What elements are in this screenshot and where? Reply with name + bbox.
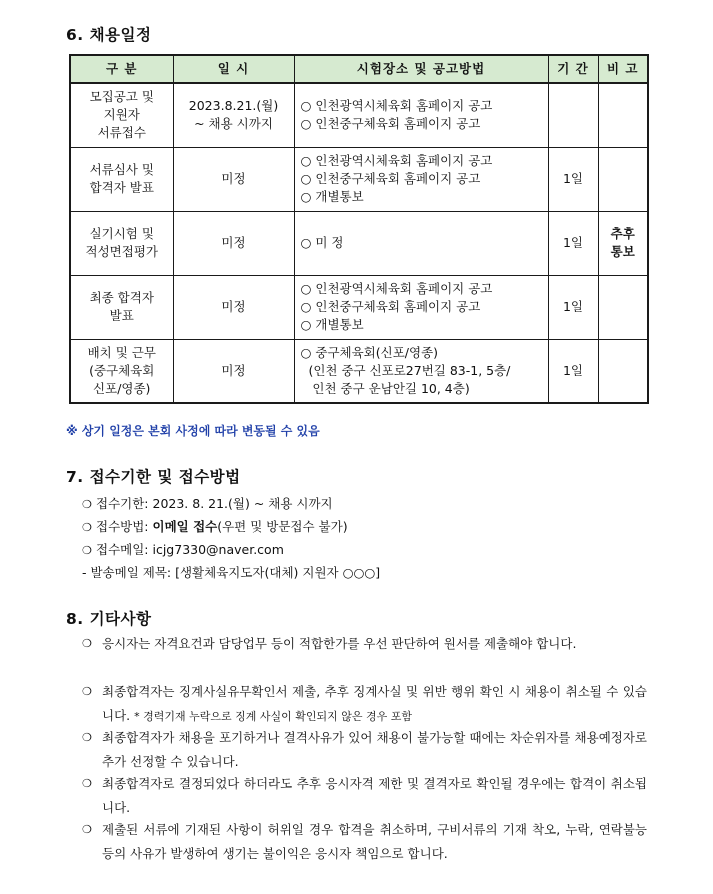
cell-category: 서류심사 및 합격자 발표 [70,147,173,211]
email-line: ❍ 접수메일: icjg7330@naver.com [82,542,284,557]
cell-note [598,275,648,339]
header-period: 기 간 [548,55,598,83]
cell-note [598,83,648,147]
cell-category: 모집공고 및 지원자 서류접수 [70,83,173,147]
list-item: ❍ 최종합격자로 결정되었다 하더라도 추후 응시자격 제한 및 결격자로 확인될 경우에는 합격이 취소됩니다. [82,772,647,820]
list-item: ❍ 제출된 서류에 기재된 사항이 허위일 경우 합격을 취소하며, 구비서류의 기재 착오, 누락, 연락불능 등의 사유가 발생하여 생기는 불이익은 응시자 책임으로 합니다. [82,818,647,866]
cell-note [598,339,648,403]
cell-category: 배치 및 근무 (중구체육회 신포/영종) [70,339,173,403]
cell-date: 미정 [173,211,294,275]
schedule-table [69,54,649,404]
bullet-icon: ❍ [82,777,92,790]
table-header-row [70,55,648,83]
list-item: ❍ 최종합격자가 채용을 포기하거나 결격사유가 있어 채용이 불가능할 때에는 차순위자를 채용예정자로 추가 선정할 수 있습니다. [82,726,647,774]
cell-period: 1일 [548,211,598,275]
cell-date: 2023.8.21.(월) ~ 채용 시까지 [173,83,294,147]
cell-period: 1일 [548,147,598,211]
cell-place: ○ 인천광역시체육회 홈페이지 공고 ○ 인천중구체육회 홈페이지 공고 ○ 개별통보 [294,147,548,211]
bullet-icon: ❍ [82,731,92,744]
header-note: 비 고 [598,55,648,83]
deadline-line: ❍ 접수기한: 2023. 8. 21.(월) ~ 채용 시까지 [82,496,333,511]
schedule-note: ※ 상기 일정은 본회 사정에 따라 변동될 수 있음 [66,424,320,438]
table-row [70,211,648,275]
cell-category: 실기시험 및 적성면접평가 [70,211,173,275]
bullet-icon: ❍ [82,544,92,557]
mail-subject-line: - 발송메일 제목: [생활체육지도자(대체) 지원자 ○○○] [82,565,381,580]
cell-period: 1일 [548,275,598,339]
cell-date: 미정 [173,339,294,403]
bullet-icon: ❍ [82,637,92,650]
method-line: ❍ 접수방법: 이메일 접수(우편 및 방문접수 불가) [82,519,348,534]
cell-place: ○ 인천광역시체육회 홈페이지 공고 ○ 인천중구체육회 홈페이지 공고 ○ 개별통보 [294,275,548,339]
cell-place: ○ 미 정 [294,211,548,275]
table-row [70,147,648,211]
cell-period: 1일 [548,339,598,403]
cell-note: 추후 통보 [598,211,648,275]
header-date: 일 시 [173,55,294,83]
table-row [70,83,648,147]
table-row [70,339,648,403]
section-8-title: 8. 기타사항 [66,610,152,628]
list-item: ❍ 최종합격자는 징계사실유무확인서 제출, 추후 징계사실 및 위반 행위 확인 시 채용이 취소될 수 있습니다. * 경력기재 누락으로 징계 사실이 확인되지 않은 경우 포함 [82,680,647,729]
list-item: ❍ 응시자는 자격요건과 담당업무 등이 적합한가를 우선 판단하여 원서를 제출해야 합니다. [82,632,647,656]
cell-period [548,83,598,147]
cell-date: 미정 [173,147,294,211]
bullet-icon: ❍ [82,498,92,511]
section-7-title: 7. 접수기한 및 접수방법 [66,468,241,486]
bullet-icon: ❍ [82,521,92,534]
cell-note [598,147,648,211]
bullet-icon: ❍ [82,685,92,698]
cell-place: ○ 인천광역시체육회 홈페이지 공고 ○ 인천중구체육회 홈페이지 공고 [294,83,548,147]
cell-category: 최종 합격자 발표 [70,275,173,339]
cell-place: ○ 중구체육회(신포/영종) (인천 중구 신포로27번길 83-1, 5층/ 인천 중구 운남안길 10, 4층) [294,339,548,403]
header-category: 구 분 [70,55,173,83]
cell-date: 미정 [173,275,294,339]
header-place: 시험장소 및 공고방법 [294,55,548,83]
section-6-title: 6. 채용일정 [66,26,152,44]
bullet-icon: ❍ [82,823,92,836]
table-row [70,275,648,339]
